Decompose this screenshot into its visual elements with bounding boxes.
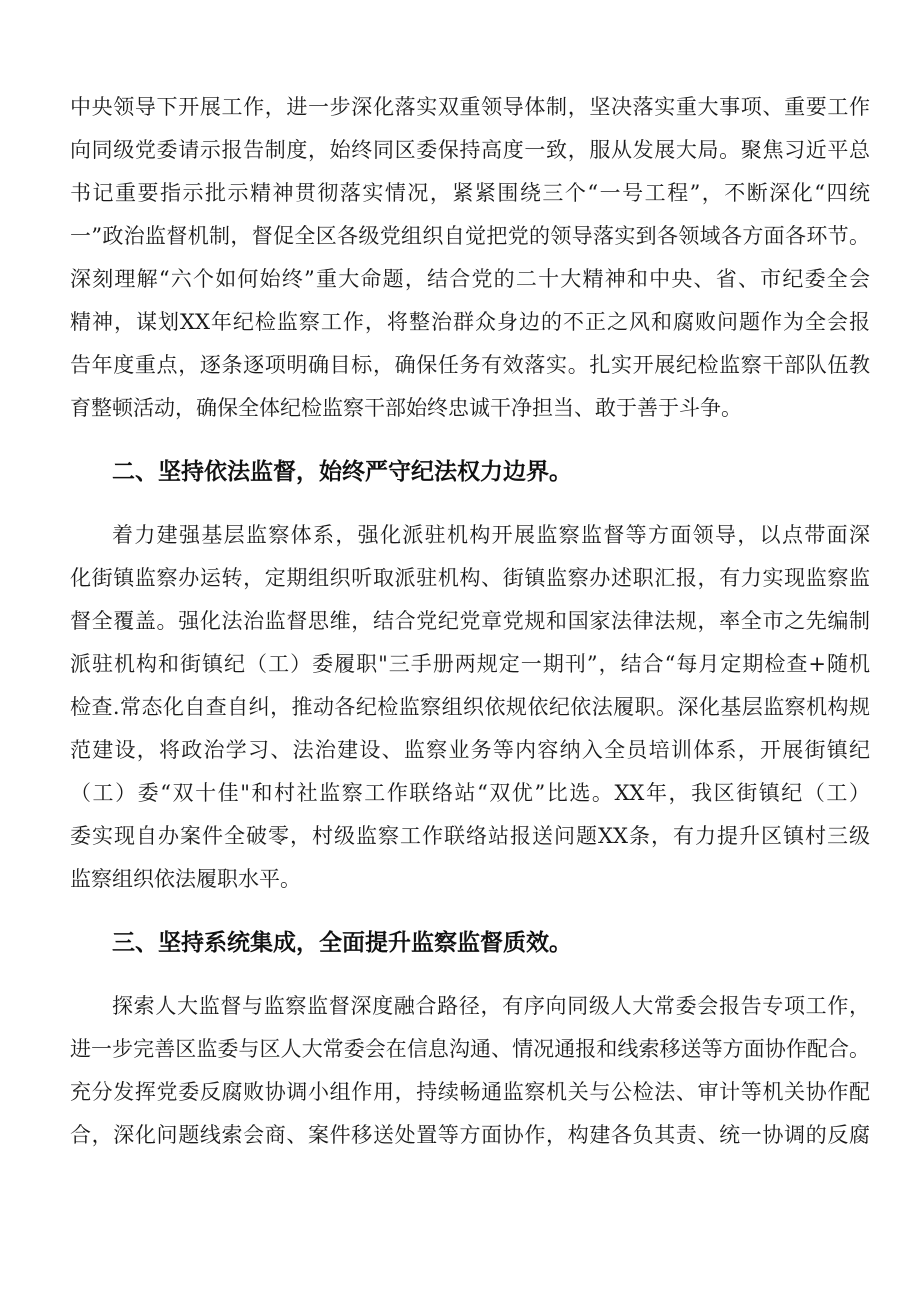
paragraph-line: 书记重要指示批示精神贯彻落实情况，紧紧围绕三个“一号工程”，不断深化“四统 <box>70 181 870 205</box>
paragraph-line: 育整顿活动，确保全体纪检监察干部始终忠诚干净担当、敢于善于斗争。 <box>70 396 742 420</box>
paragraph-line: 化街镇监察办运转，定期组织听取派驻机构、街镇监察办述职汇报，有力实现监察监 <box>70 566 870 590</box>
paragraph-line: 检查.常态化自查自纠，推动各纪检监察组织依规依纪依法履职。深化基层监察机构规 <box>70 695 870 719</box>
paragraph-line: 派驻机构和街镇纪（工）委履职"三手册两规定一期刊”，结合“每月定期检查+随机 <box>70 652 870 676</box>
section-heading-3: 三、坚持系统集成，全面提升监察监督质效。 <box>112 930 572 956</box>
paragraph-line: （工）委“双十佳"和村社监察工作联络站“双优”比选。XX年，我区街镇纪（工） <box>70 781 870 805</box>
paragraph-line: 探索人大监督与监察监督深度融合路径，有序向同级人大常委会报告专项工作， <box>112 994 870 1018</box>
paragraph-line: 合，深化问题线索会商、案件移送处置等方面协作，构建各负其责、统一协调的反腐 <box>70 1123 870 1147</box>
paragraph-line: 督全覆盖。强化法治监督思维，结合党纪党章党规和国家法律法规，率全市之先编制 <box>70 609 870 633</box>
paragraph-line: 委实现自办案件全破零，村级监察工作联络站报送问题XX条，有力提升区镇村三级 <box>70 824 870 848</box>
paragraph-line: 向同级党委请示报告制度，始终同区委保持高度一致，服从发展大局。聚焦习近平总 <box>70 138 870 162</box>
paragraph-line: 精神，谋划XX年纪检监察工作，将整治群众身边的不正之风和腐败问题作为全会报 <box>70 310 870 334</box>
paragraph-line: 范建设，将政治学习、法治建设、监察业务等内容纳入全员培训体系，开展街镇纪 <box>70 738 870 762</box>
paragraph-line: 告年度重点，逐条逐项明确目标，确保任务有效落实。扎实开展纪检监察干部队伍教 <box>70 353 870 377</box>
paragraph-line: 着力建强基层监察体系，强化派驻机构开展监察监督等方面领导，以点带面深 <box>112 523 870 547</box>
paragraph-line: 进一步完善区监委与区人大常委会在信息沟通、情况通报和线索移送等方面协作配合。 <box>70 1037 870 1061</box>
paragraph-line: 中央领导下开展工作，进一步深化落实双重领导体制，坚决落实重大事项、重要工作 <box>70 95 870 119</box>
paragraph-line: 充分发挥党委反腐败协调小组作用，持续畅通监察机关与公检法、审计等机关协作配 <box>70 1080 870 1104</box>
section-heading-2: 二、坚持依法监督，始终严守纪法权力边界。 <box>112 459 572 485</box>
paragraph-line: 深刻理解“六个如何始终”重大命题，结合党的二十大精神和中央、省、市纪委全会 <box>70 267 870 291</box>
paragraph-line: 监察组织依法履职水平。 <box>70 867 301 891</box>
paragraph-line: 一”政治监督机制，督促全区各级党组织自觉把党的领导落实到各领域各方面各环节。 <box>70 224 870 248</box>
